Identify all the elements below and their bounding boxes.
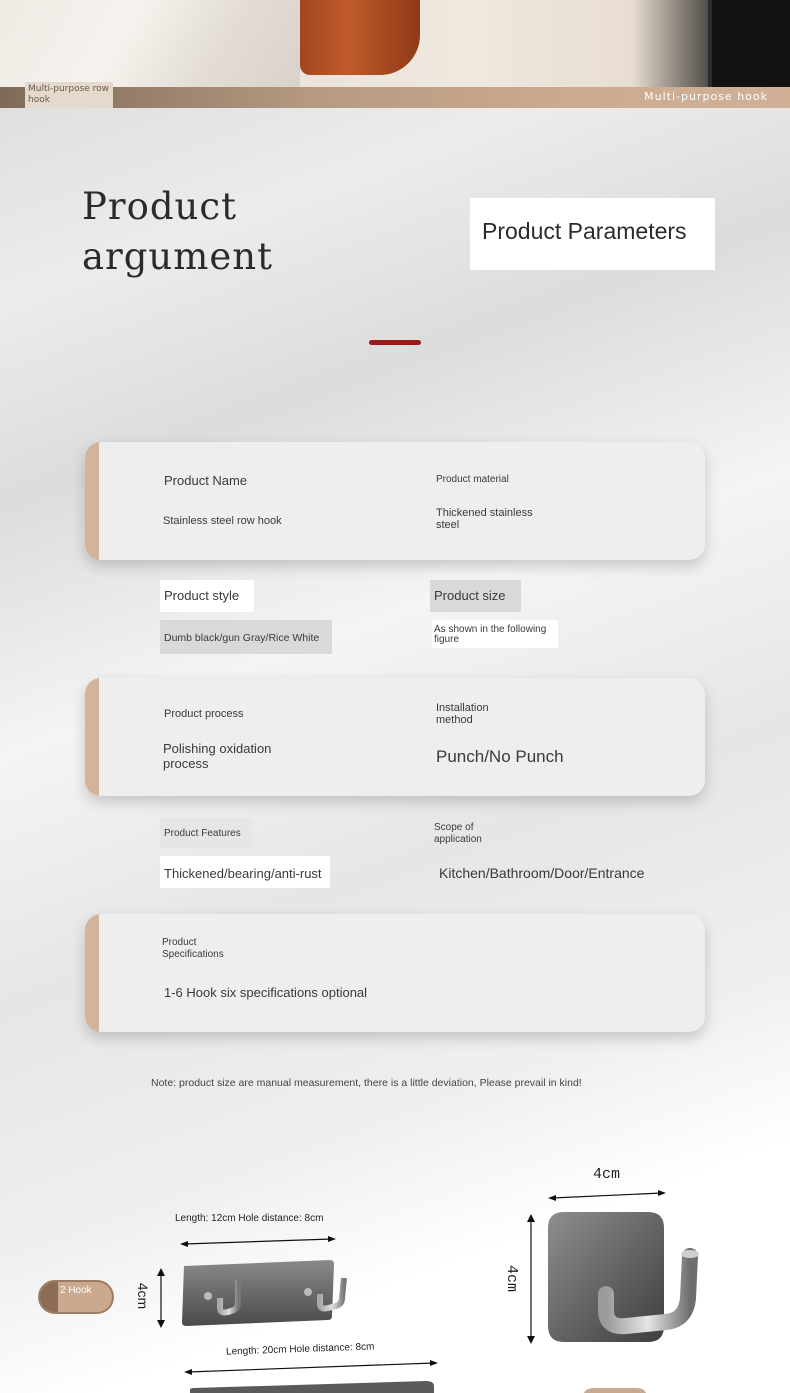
measurement-note: Note: product size are manual measurement, there is a little deviation, Please prevail in kind! — [151, 1077, 582, 1089]
single-hook-height-label: 4cm — [503, 1264, 521, 1293]
product-size-value: As shown in the following figure — [434, 624, 547, 645]
specifications-value: 1-6 Hook six specifications optional — [164, 985, 368, 1000]
long-hook-product-image — [186, 1380, 436, 1393]
hook-count-label: 2 Hook — [60, 1285, 92, 1296]
installation-method-value: Punch/No Punch — [436, 747, 564, 766]
product-name-value: Stainless steel row hook — [163, 515, 282, 527]
scope-value: Kitchen/Bathroom/Door/Entrance — [439, 865, 645, 881]
card-stripe — [85, 914, 99, 1032]
specifications-label: Product Specifications — [162, 937, 224, 960]
product-name-label: Product Name — [164, 473, 248, 488]
two-hook-length-arrow — [180, 1236, 340, 1248]
hero-banner — [0, 0, 790, 108]
two-hook-height-arrow — [154, 1268, 168, 1328]
door-frame-image — [708, 0, 790, 88]
scope-label: Scope of application — [434, 822, 482, 845]
product-style-label: Product style — [164, 588, 240, 603]
hook-count-badge — [38, 1280, 114, 1314]
param-card-process-install — [85, 678, 705, 796]
two-hook-product-image — [180, 1258, 355, 1330]
card-stripe — [85, 678, 99, 796]
single-hook-width-label: 4cm — [593, 1166, 621, 1183]
single-hook-width-arrow — [548, 1188, 666, 1202]
two-hook-length-label: Length: 12cm Hole distance: 8cm — [175, 1213, 324, 1224]
product-process-value: Polishing oxidation process — [163, 741, 272, 771]
product-style-value: Dumb black/gun Gray/Rice White — [164, 632, 320, 644]
hero-tag: Multi-purpose row hook — [25, 82, 113, 108]
next-badge-edge — [582, 1388, 648, 1393]
towel-image — [300, 0, 420, 75]
product-size-label: Product size — [434, 588, 506, 603]
marble-surface-image — [0, 0, 300, 88]
product-process-label: Product process — [164, 708, 244, 720]
product-material-value: Thickened stainless steel — [436, 507, 533, 531]
product-material-label: Product material — [436, 474, 509, 485]
param-card-specifications — [85, 914, 705, 1032]
section-title: Product argument — [82, 185, 273, 278]
product-features-label: Product Features — [164, 828, 241, 839]
product-features-value: Thickened/bearing/anti-rust — [164, 866, 322, 881]
accent-divider — [369, 340, 421, 345]
installation-method-label: Installation method — [436, 702, 489, 726]
card-stripe — [85, 442, 99, 560]
param-card-name-material — [85, 442, 705, 560]
params-title: Product Parameters — [482, 218, 687, 244]
badge-accent — [40, 1282, 58, 1312]
single-hook-height-arrow — [524, 1214, 538, 1344]
single-hook-product-image — [546, 1210, 702, 1346]
long-hook-length-label: Length: 20cm Hole distance: 8cm — [225, 1341, 375, 1358]
long-hook-length-arrow — [184, 1360, 438, 1376]
two-hook-height-label: 4cm — [135, 1282, 152, 1310]
hero-band-title: Multi-purpose hook — [644, 90, 768, 103]
